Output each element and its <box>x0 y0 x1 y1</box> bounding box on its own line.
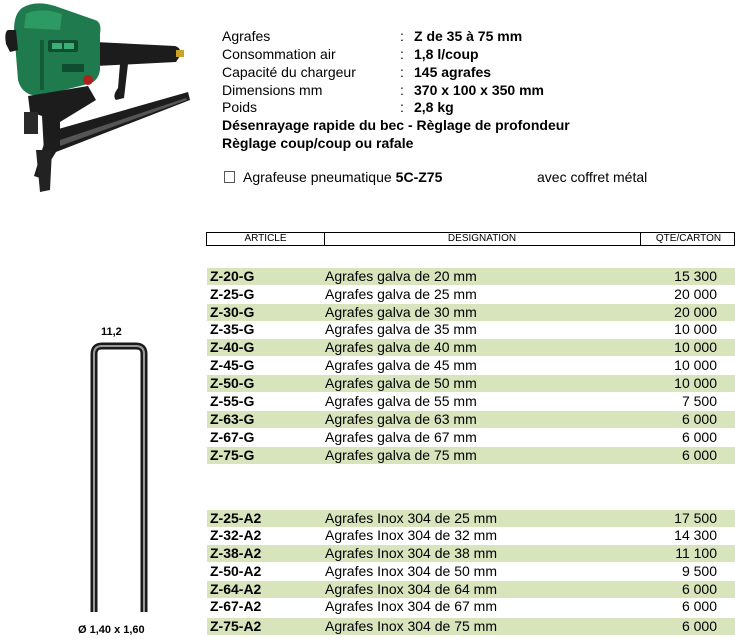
table-row <box>207 393 735 410</box>
cell-designation: Agrafes galva de 55 mm <box>325 393 477 409</box>
table-row <box>207 286 735 303</box>
cell-qte: 14 300 <box>674 527 717 543</box>
table-header <box>206 232 735 246</box>
cell-article: Z-67-G <box>210 429 255 445</box>
product-name: Agrafeuse pneumatique <box>243 169 392 185</box>
cell-article: Z-45-G <box>210 357 255 373</box>
cell-qte: 6 000 <box>681 429 717 445</box>
table-row <box>207 304 735 321</box>
cell-qte: 20 000 <box>674 304 717 320</box>
table-row <box>207 321 735 338</box>
spec-label: Dimensions mm <box>222 82 323 98</box>
cell-designation: Agrafes galva de 25 mm <box>325 286 477 302</box>
table-row <box>207 581 735 598</box>
cell-qte: 7 500 <box>681 393 717 409</box>
cell-article: Z-25-G <box>210 286 255 302</box>
header-qte: QTE/CARTON <box>640 233 735 245</box>
cell-article: Z-38-A2 <box>210 545 262 561</box>
table-row <box>207 510 735 527</box>
cell-designation: Agrafes Inox 304 de 50 mm <box>325 563 497 579</box>
spec-colon: : <box>400 82 404 98</box>
cell-article: Z-75-G <box>210 447 255 463</box>
cell-designation: Agrafes Inox 304 de 75 mm <box>325 618 497 634</box>
cell-designation: Agrafes galva de 50 mm <box>325 375 477 391</box>
cell-designation: Agrafes galva de 63 mm <box>325 411 477 427</box>
table-row <box>207 563 735 580</box>
table-row <box>207 357 735 374</box>
spec-label: Poids <box>222 99 258 115</box>
table-row <box>207 527 735 544</box>
cell-qte: 9 500 <box>681 563 717 579</box>
cell-designation: Agrafes galva de 67 mm <box>325 429 477 445</box>
cell-article: Z-20-G <box>210 268 255 284</box>
header-article: ARTICLE <box>207 233 325 245</box>
table-row <box>207 339 735 356</box>
spec-label: Agrafes <box>222 28 271 44</box>
cell-article: Z-64-A2 <box>210 581 262 597</box>
table-row <box>207 618 735 635</box>
cell-article: Z-30-G <box>210 304 255 320</box>
cell-article: Z-67-A2 <box>210 598 262 614</box>
cell-designation: Agrafes Inox 304 de 38 mm <box>325 545 497 561</box>
cell-qte: 10 000 <box>674 339 717 355</box>
cell-qte: 6 000 <box>681 598 717 614</box>
nailer-tool-image <box>0 0 200 215</box>
product-line <box>224 168 442 186</box>
table-row <box>207 411 735 428</box>
spec-value: 2,8 kg <box>414 99 454 115</box>
spec-value: Z de 35 à 75 mm <box>414 28 523 44</box>
spec-value: 1,8 l/coup <box>414 46 479 62</box>
cell-qte: 10 000 <box>674 321 717 337</box>
spec-colon: : <box>400 64 404 80</box>
cell-article: Z-50-G <box>210 375 255 391</box>
spec-label: Consommation air <box>222 46 336 62</box>
staple-diagram <box>70 320 190 642</box>
cell-article: Z-35-G <box>210 321 255 337</box>
table-row <box>207 375 735 392</box>
spec-colon: : <box>400 46 404 62</box>
cell-designation: Agrafes galva de 20 mm <box>325 268 477 284</box>
cell-qte: 6 000 <box>681 618 717 634</box>
feature-line: Règlage coup/coup ou rafale <box>222 135 414 151</box>
table-row <box>207 429 735 446</box>
cell-designation: Agrafes galva de 45 mm <box>325 357 477 373</box>
table-row <box>207 447 735 464</box>
cell-designation: Agrafes Inox 304 de 67 mm <box>325 598 497 614</box>
cell-qte: 17 500 <box>674 510 717 526</box>
cell-designation: Agrafes Inox 304 de 25 mm <box>325 510 497 526</box>
cell-article: Z-55-G <box>210 393 255 409</box>
table-row <box>207 545 735 562</box>
product-option: avec coffret métal <box>537 169 648 185</box>
cell-qte: 6 000 <box>681 447 717 463</box>
cell-qte: 6 000 <box>681 411 717 427</box>
cell-article: Z-25-A2 <box>210 510 262 526</box>
cell-article: Z-40-G <box>210 339 255 355</box>
spec-value: 145 agrafes <box>414 64 492 80</box>
cell-qte: 11 100 <box>675 545 717 561</box>
cell-article: Z-32-A2 <box>210 527 262 543</box>
cell-article: Z-50-A2 <box>210 563 262 579</box>
table-row <box>207 268 735 285</box>
cell-qte: 6 000 <box>681 581 717 597</box>
spec-label: Capacité du chargeur <box>222 64 356 80</box>
cell-designation: Agrafes galva de 40 mm <box>325 339 477 355</box>
cell-article: Z-75-A2 <box>210 618 262 634</box>
cell-article: Z-63-G <box>210 411 255 427</box>
header-designation: DESIGNATION <box>447 233 517 244</box>
cell-designation: Agrafes Inox 304 de 32 mm <box>325 527 497 543</box>
cell-qte: 10 000 <box>674 357 717 373</box>
cell-designation: Agrafes galva de 35 mm <box>325 321 477 337</box>
staple-section-label: Ø 1,40 x 1,60 <box>78 624 145 636</box>
table-row <box>207 598 735 615</box>
checkbox-icon[interactable] <box>224 171 235 183</box>
spec-colon: : <box>400 99 404 115</box>
cell-designation: Agrafes galva de 30 mm <box>325 304 477 320</box>
cell-qte: 15 300 <box>674 268 717 284</box>
product-model: 5C-Z75 <box>395 169 443 185</box>
staple-width-label: 11,2 <box>101 326 122 338</box>
cell-designation: Agrafes galva de 75 mm <box>325 447 477 463</box>
cell-qte: 10 000 <box>674 375 717 391</box>
cell-qte: 20 000 <box>674 286 717 302</box>
cell-designation: Agrafes Inox 304 de 64 mm <box>325 581 497 597</box>
feature-line: Désenrayage rapide du bec - Règlage de profondeur <box>222 117 570 133</box>
spec-value: 370 x 100 x 350 mm <box>414 82 544 98</box>
spec-colon: : <box>400 28 404 44</box>
